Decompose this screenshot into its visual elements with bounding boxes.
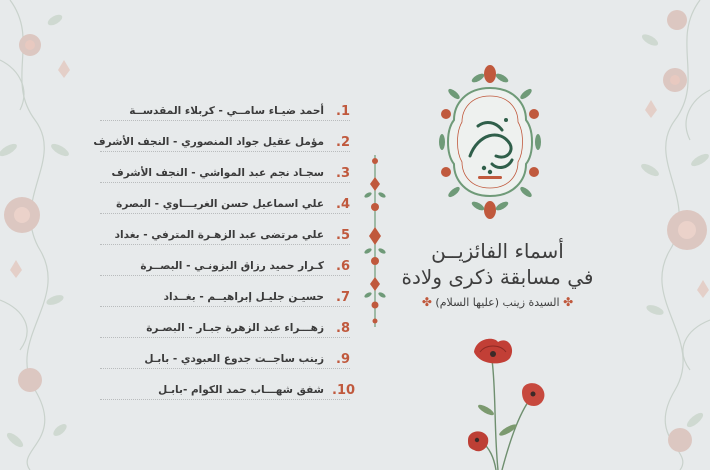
winner-name: زهـــراء عبد الزهرة جبـار - البصـرة [146,322,324,334]
winner-row [100,371,356,402]
winners-list [93,92,356,402]
subtitle-text: السيدة زينب (عليها السلام) [435,296,560,309]
winner-number: .5 [336,228,350,243]
winner-name: زينب ساجــت جدوع العبودي - بابـل [144,353,324,365]
dotted-rule [100,213,350,214]
winner-name: حسيـن جليـل إبراهيــم - بغــداد [163,291,324,303]
ornament-star-icon: ✤ [563,295,574,309]
winner-number: .6 [336,259,350,274]
winner-row [100,154,350,185]
dotted-rule [100,368,350,369]
dotted-rule [100,120,350,121]
poppy-flowers-icon [450,330,560,470]
title-line-1: أسماء الفائزيــن [431,239,564,263]
left-floral-border-icon [0,0,95,470]
dotted-rule [100,275,350,276]
calligraphy-medallion-icon [434,64,546,220]
dotted-rule [100,399,350,400]
subtitle [395,295,600,309]
right-floral-border-icon [615,0,710,470]
dotted-rule [100,306,350,307]
ornament-star-icon: ✤ [421,295,432,309]
dotted-rule [100,182,350,183]
winner-row [100,309,350,340]
winner-number: .8 [336,321,350,336]
winner-name: مؤمل عقيل جواد المنصوري - النجف الأشرف [93,136,324,148]
winner-row [100,247,350,278]
winner-number: .2 [336,135,350,150]
dotted-rule [100,244,350,245]
winner-number: .10 [332,383,356,398]
winner-number: .4 [336,197,350,212]
vertical-ornament-divider-icon [364,155,386,327]
winner-name: سجـاد نجم عبد المواشي - النجف الأشرف [111,167,324,179]
title-line-2: في مسابقة ذكرى ولادة [401,265,594,289]
winner-name: أحمد ضيـاء سامــي - كربلاء المقدســة [129,105,324,117]
winner-number: .3 [336,166,350,181]
winner-row [100,216,350,247]
winner-row [93,123,350,154]
winner-name: علي اسماعيل حسن الغريـــاوي - البصرة [116,198,324,210]
winner-row [100,278,350,309]
winner-row [100,92,350,123]
dotted-rule [100,337,350,338]
winner-number: .7 [336,290,350,305]
winner-row [100,185,350,216]
winner-name: كـرار حميد رزاق البزونـي - البصــرة [140,260,324,272]
winner-number: .1 [336,104,350,119]
winner-row [100,340,350,371]
title-block [395,238,600,309]
winner-number: .9 [336,352,350,367]
winner-name: علي مرتضى عبد الزهـرة المترفي - بغداد [114,229,324,241]
winner-name: شفق شهـــاب حمد الكوام -بابـل [158,384,324,396]
dotted-rule [100,151,350,152]
